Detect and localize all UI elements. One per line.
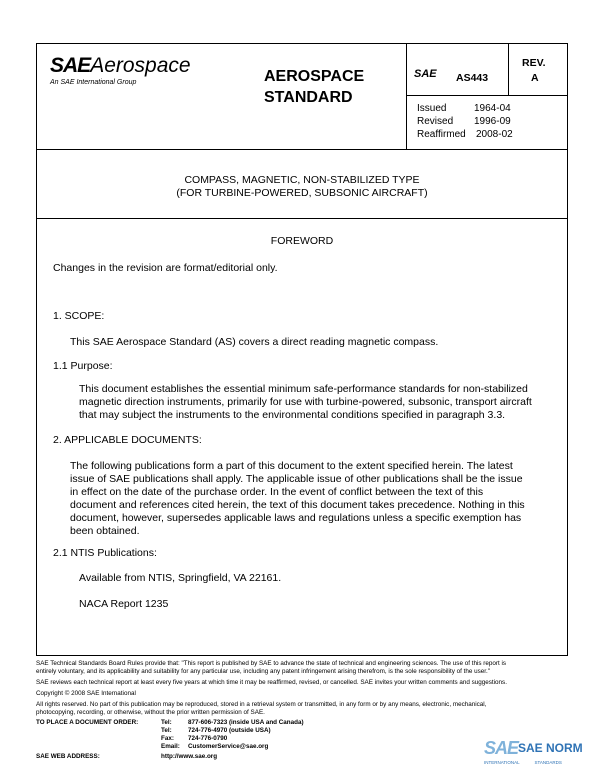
section-2-heading: 2. APPLICABLE DOCUMENTS: bbox=[53, 434, 202, 446]
footer-rules-line2: entirely voluntary, and its applicability and suitability for any particular use, including any patent infringement arising therefrom, is the sole responsibility of the user." bbox=[36, 668, 490, 675]
doc-type-line2: STANDARD bbox=[264, 89, 353, 106]
reaffirmed-label: Reaffirmed bbox=[417, 129, 466, 140]
issued-label: Issued bbox=[417, 103, 447, 114]
title-divider bbox=[36, 218, 568, 219]
title-line1: COMPASS, MAGNETIC, NON-STABILIZED TYPE bbox=[184, 174, 420, 186]
section-2-line3: in effect on the date of the purchase order. In the event of conflict between the text of this bbox=[70, 486, 484, 498]
tel2-value: 724-776-4970 (outside USA) bbox=[188, 727, 271, 734]
section-2-line2: issue of SAE publications shall apply. The applicable issue of other publications shall be the issue bbox=[70, 473, 523, 485]
title-line2: (FOR TURBINE-POWERED, SUBSONIC AIRCRAFT) bbox=[176, 187, 428, 199]
logo-subtitle: An SAE International Group bbox=[50, 79, 137, 86]
foreword-text: Changes in the revision are format/editorial only. bbox=[53, 262, 278, 274]
revised-label: Revised bbox=[417, 116, 454, 127]
foreword-heading: FOREWORD bbox=[270, 235, 334, 247]
section-2-1-text: Available from NTIS, Springfield, VA 22161. bbox=[79, 572, 282, 584]
reaffirmed-value: 2008-02 bbox=[476, 129, 513, 140]
revised-value: 1996-09 bbox=[474, 116, 511, 127]
logo-aerospace-text: Aerospace bbox=[90, 54, 191, 77]
footer-copyright: Copyright © 2008 SAE International bbox=[36, 690, 136, 697]
sae-aerospace-logo bbox=[50, 54, 191, 78]
section-2-1-heading: 2.1 NTIS Publications: bbox=[53, 547, 157, 559]
header-inner-divider bbox=[406, 95, 568, 96]
tel-label: Tel: bbox=[161, 719, 172, 726]
fax-label: Fax: bbox=[161, 735, 174, 742]
web-link[interactable]: http://www.sae.org bbox=[161, 753, 218, 760]
section-1-text: This SAE Aerospace Standard (AS) covers a direct reading magnetic compass. bbox=[70, 336, 439, 348]
section-1-1-line1: This document establishes the essential minimum safe-performance standards for non-stabilized bbox=[79, 383, 528, 395]
sae-norm-logo bbox=[484, 738, 590, 770]
section-1-1-line2: magnetic direction instruments, primarily for use with turbine-powered, subsonic, transport aircraft bbox=[79, 396, 532, 408]
section-2-1-reference: NACA Report 1235 bbox=[79, 598, 169, 610]
header-divider bbox=[36, 149, 568, 150]
section-1-1-line3: that may subject the instruments to the environmental conditions specified in paragraph 3.3. bbox=[79, 409, 506, 421]
section-2-line4: document and references cited herein, the text of this document takes precedence. Nothing in this bbox=[70, 499, 525, 511]
section-2-line1: The following publications form a part of this document to the extent specified herein. The latest bbox=[70, 460, 513, 472]
tel2-label: Tel: bbox=[161, 727, 172, 734]
norm-logo-sae-mark: SAE bbox=[484, 738, 519, 758]
fax-value: 724-776-0790 bbox=[188, 735, 228, 742]
logo-sae-text: SAE bbox=[50, 54, 91, 77]
tel-value: 877-606-7323 (inside USA and Canada) bbox=[188, 719, 304, 726]
rev-label: REV. bbox=[522, 57, 546, 69]
email-label: Email: bbox=[161, 743, 180, 750]
footer-review: SAE reviews each technical report at least every five years at which time it may be reaffirmed, revised, or cancelled. SAE invites your written comments and suggestions. bbox=[36, 679, 507, 686]
issued-value: 1964-04 bbox=[474, 103, 511, 114]
doc-number: AS443 bbox=[456, 72, 489, 84]
section-1-1-heading: 1.1 Purpose: bbox=[53, 360, 113, 372]
rev-value: A bbox=[531, 72, 539, 84]
email-link[interactable]: CustomerService@sae.org bbox=[188, 743, 269, 750]
header-vertical-divider-2 bbox=[508, 43, 509, 95]
footer-rights-line1: All rights reserved. No part of this publication may be reproduced, stored in a retrieval system or transmitted, in any form or by any means, electronic, mechanical, bbox=[36, 701, 487, 708]
header-vertical-divider-1 bbox=[406, 43, 407, 150]
order-label: TO PLACE A DOCUMENT ORDER: bbox=[36, 719, 139, 726]
footer-rights-line2: photocopying, recording, or otherwise, without the prior written permission of SAE. bbox=[36, 709, 265, 716]
section-2-line6: been obtained. bbox=[70, 525, 140, 537]
norm-logo-subtitle: INTERNATIONAL STANDARDS bbox=[484, 760, 562, 765]
norm-logo-text: SAE NORM bbox=[518, 741, 583, 755]
footer-rules-line1: SAE Technical Standards Board Rules provide that: "This report is published by SAE to advance the state of technical and engineering sciences. The use of this report is bbox=[36, 660, 506, 667]
web-label: SAE WEB ADDRESS: bbox=[36, 753, 100, 760]
mini-sae-logo: SAE bbox=[414, 68, 437, 80]
doc-type-line1: AEROSPACE bbox=[264, 68, 365, 85]
section-2-line5: document, however, supersedes applicable laws and regulations unless a specific exemption has bbox=[70, 512, 522, 524]
section-1-heading: 1. SCOPE: bbox=[53, 310, 105, 322]
